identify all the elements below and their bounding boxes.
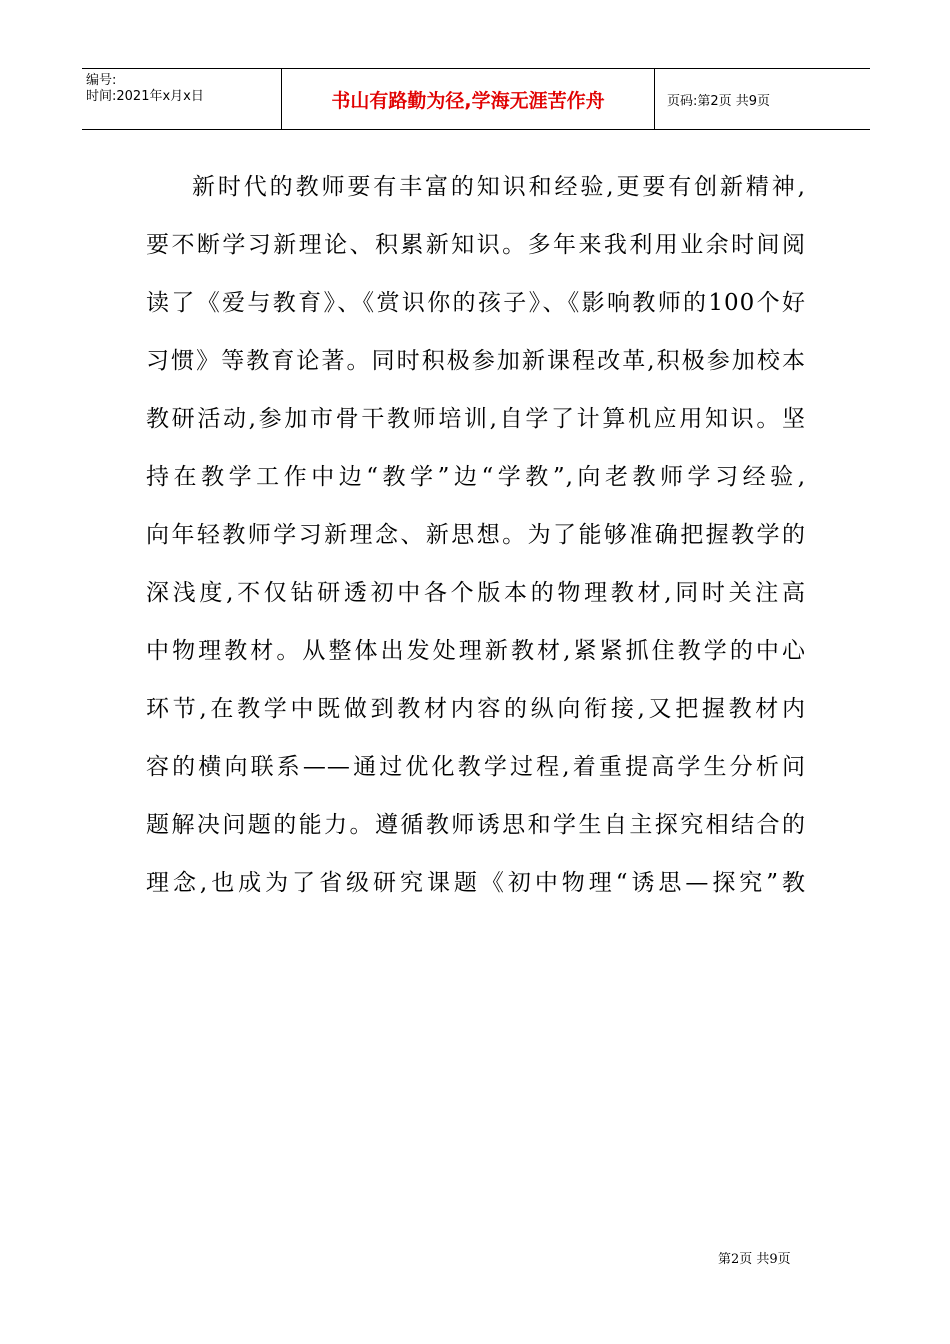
footer-page-number: 第2页 共9页 (718, 1252, 791, 1267)
header-page-info: 页码:第2页 共9页 (667, 93, 771, 109)
time-label: 时间:2021年x月x日 (86, 89, 204, 104)
body-line: 理念,也成为了省级研究课题《初中物理“诱思—探究”教 (146, 870, 806, 896)
body-line: 题解决问题的能力。遵循教师诱思和学生自主探究相结合的 (146, 812, 806, 838)
body-line: 教研活动,参加市骨干教师培训,自学了计算机应用知识。坚 (146, 406, 806, 432)
number-label: 编号: (86, 73, 117, 88)
body-line: 习惯》等教育论著。同时积极参加新课程改革,积极参加校本 (146, 348, 806, 374)
body-line: 中物理教材。从整体出发处理新教材,紧紧抓住教学的中心 (146, 638, 806, 664)
body-line: 环节,在教学中既做到教材内容的纵向衔接,又把握教材内 (146, 696, 806, 722)
body-line: 新时代的教师要有丰富的知识和经验,更要有创新精神, (192, 174, 806, 200)
body-paragraph (146, 158, 806, 912)
body-line: 读了《爱与教育》、《赏识你的孩子》、《影响教师的100个好 (146, 290, 806, 316)
body-line: 深浅度,不仅钻研透初中各个版本的物理教材,同时关注高 (146, 580, 806, 606)
body-line: 持在教学工作中边“教学”边“学教”,向老教师学习经验, (146, 464, 806, 490)
body-line: 容的横向联系——通过优化教学过程,着重提高学生分析问 (146, 754, 806, 780)
document-header (82, 68, 870, 130)
header-meta (82, 69, 282, 129)
header-motto: 书山有路勤为径,学海无涯苦作舟 (282, 69, 655, 129)
body-line: 向年轻教师学习新理念、新思想。为了能够准确把握教学的 (146, 522, 806, 548)
body-line: 要不断学习新理论、积累新知识。多年来我利用业余时间阅 (146, 232, 806, 258)
